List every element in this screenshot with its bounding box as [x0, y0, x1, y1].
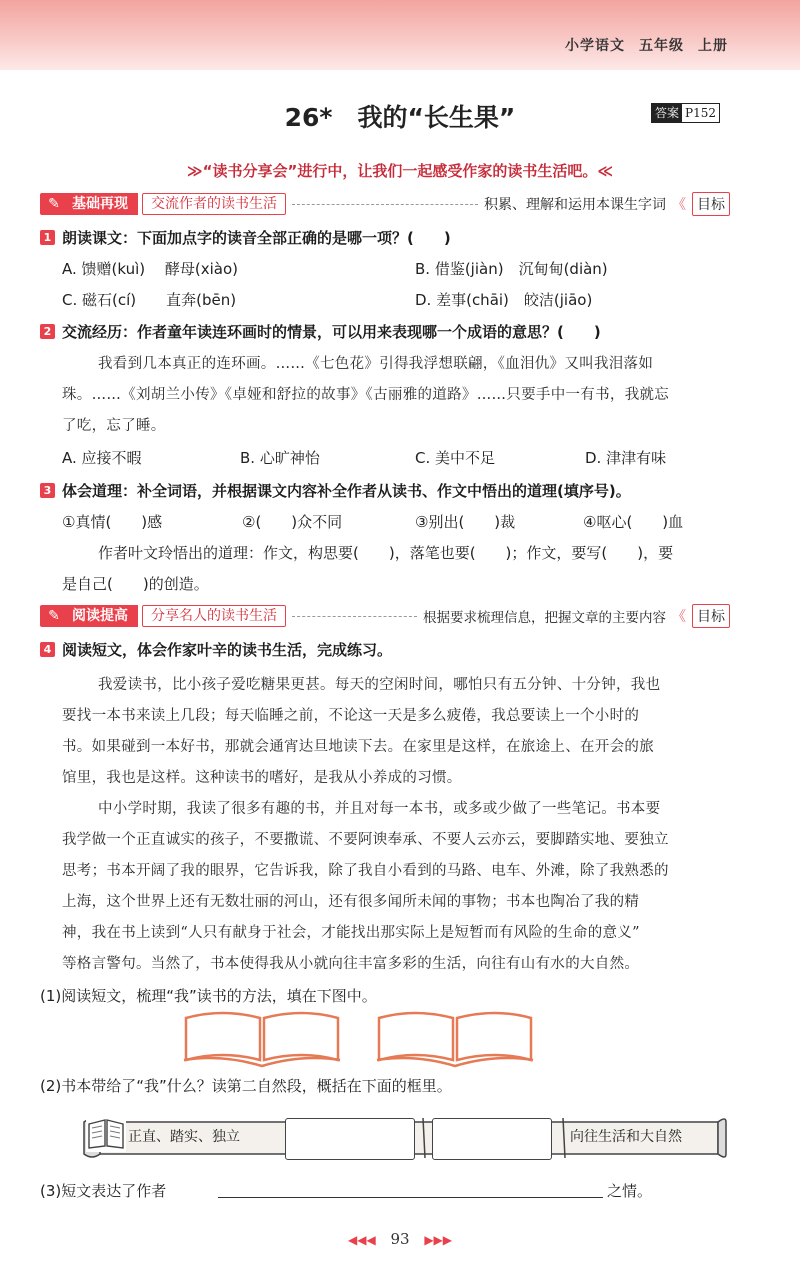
- page-number: 93: [390, 1230, 410, 1248]
- section-reading-subtitle: 分享名人的读书生活: [142, 605, 286, 627]
- q2-option-d[interactable]: D. 津津有味: [585, 449, 667, 467]
- section-reading-goal: 根据要求梳理信息，把握文章的主要内容: [423, 610, 666, 626]
- q2-passage-line: 珠。……《刘胡兰小传》《卓娅和舒拉的故事》《古丽雅的道路》……只要手中一有书，我就忘: [62, 387, 670, 403]
- section-reading: [40, 605, 730, 627]
- scroll-left-text: 正直、踏实、独立: [128, 1129, 240, 1145]
- q3-item-2[interactable]: ②( )众不同: [242, 513, 343, 531]
- q4-passage-line: 中小学时期，我读了很多有趣的书，并且对每一本书，或多或少做了一些笔记。书本要: [98, 801, 661, 817]
- question-number: 4: [40, 642, 55, 657]
- q4-sub1-text: (1)阅读短文，梳理“我”读书的方法，填在下图中。: [40, 987, 377, 1005]
- q1-option-a[interactable]: A. 馈赠(kuì) 酵母(xiào): [62, 260, 239, 278]
- q3-principle-line: 作者叶文玲悟出的道理：作文，构思要( )，落笔也要( )；作文，要写( )，要: [98, 544, 674, 562]
- q4-sub3-suffix: 之情。: [607, 1182, 653, 1200]
- section-basic-title: 基础再现: [68, 193, 138, 215]
- q4-passage-line: 要找一本书来读上几段；每天临睡之前，不论这一天是多么疲倦，我总要读上一个小时的: [62, 708, 640, 724]
- q4-passage-line: 上海，这个世界上还有无数壮丽的河山，还有很多闻所未闻的事物；书本也陶冶了我的精: [62, 894, 640, 910]
- arrow-icon: 《: [672, 609, 686, 625]
- answer-label: 答案: [652, 104, 682, 122]
- q3-item-1[interactable]: ①真情( )感: [62, 513, 163, 531]
- q1-option-c[interactable]: C. 磁石(cí) 直奔(bēn): [62, 291, 237, 309]
- q3-item-4[interactable]: ④呕心( )血: [583, 513, 684, 531]
- q3-principle-line: 是自己( )的创造。: [62, 575, 209, 593]
- book-icon: ✎: [40, 193, 68, 215]
- header-volume: 上册: [698, 38, 728, 54]
- question-3-text: 体会道理：补全词语，并根据课文内容补全作者从读书、作文中悟出的道理(填序号)。: [62, 482, 631, 500]
- q4-passage-line: 思考；书本开阔了我的眼界，它告诉我，除了我自小看到的马路、电车、外滩，除了我熟悉的: [62, 863, 669, 879]
- question-2-text: 交流经历：作者童年读连环画时的情景，可以用来表现哪一个成语的意思？( ): [62, 323, 601, 341]
- answer-line[interactable]: [218, 1197, 603, 1198]
- page-footer: [0, 1230, 800, 1248]
- q4-sub2-text: (2)书本带给了“我”什么？读第二自然段，概括在下面的框里。: [40, 1077, 452, 1095]
- scroll-right-text: 向往生活和大自然: [570, 1129, 682, 1145]
- q4-passage-line: 等格言警句。当然了，书本使得我从小就向往丰富多彩的生活，向往有山有水的大自然。: [62, 956, 640, 972]
- goal-tag: 目标: [692, 604, 730, 628]
- question-number: 1: [40, 230, 55, 245]
- intro-banner: ≫“读书分享会”进行中，让我们一起感受作家的读书生活吧。≪: [186, 162, 614, 180]
- header-info: [551, 35, 728, 55]
- header-subject: 小学语文: [565, 38, 625, 54]
- goal-tag: 目标: [692, 192, 730, 216]
- header-grade: 五年级: [639, 38, 684, 54]
- q4-passage-line: 书。如果碰到一本好书，那就会通宵达旦地读下去。在家里是这样，在旅途上、在开会的旅: [62, 739, 654, 755]
- answer-page: P152: [685, 106, 716, 120]
- prev-arrows-icon: ◀◀◀: [347, 1233, 376, 1247]
- question-4-text: 阅读短文，体会作家叶辛的读书生活，完成练习。: [62, 641, 393, 659]
- divider: [292, 616, 417, 617]
- section-basic-goal: 积累、理解和运用本课生字词: [484, 197, 666, 213]
- q1-option-d[interactable]: D. 差事(chāi) 皎洁(jiāo): [415, 291, 593, 309]
- book-blank-2[interactable]: [375, 1010, 535, 1068]
- q3-item-3[interactable]: ③别出( )裁: [415, 513, 516, 531]
- q1-option-b[interactable]: B. 借鉴(jiàn) 沉甸甸(diàn): [415, 260, 608, 278]
- q4-sub3-prefix: (3)短文表达了作者: [40, 1182, 167, 1200]
- q2-passage-line: 我看到几本真正的连环画。……《七色花》引得我浮想联翩，《血泪仇》又叫我泪落如: [98, 356, 654, 372]
- q2-option-c[interactable]: C. 美中不足: [415, 449, 496, 467]
- answer-box-2[interactable]: [432, 1118, 552, 1160]
- q4-passage-line: 我爱读书，比小孩子爱吃糖果更甚。每天的空闲时间，哪怕只有五分钟、十分钟，我也: [98, 677, 661, 693]
- section-reading-title: 阅读提高: [68, 605, 138, 627]
- divider: [292, 204, 478, 205]
- answer-reference: [651, 103, 720, 123]
- question-number: 3: [40, 483, 55, 498]
- book-icon: ✎: [40, 605, 68, 627]
- section-basic-subtitle: 交流作者的读书生活: [142, 193, 286, 215]
- question-1-text: 朗读课文：下面加点字的读音全部正确的是哪一项？( ): [62, 229, 451, 247]
- q2-option-b[interactable]: B. 心旷神怡: [240, 449, 320, 467]
- q4-passage-line: 我学做一个正直诚实的孩子，不要撒谎、不要阿谀奉承、不要人云亦云，要脚踏实地、要独立: [62, 832, 669, 848]
- question-number: 2: [40, 324, 55, 339]
- book-icon: [86, 1114, 126, 1152]
- q4-passage-line: 馆里，我也是这样。这种读书的嗜好，是我从小养成的习惯。: [62, 770, 462, 786]
- answer-box-1[interactable]: [285, 1118, 415, 1160]
- book-blank-1[interactable]: [182, 1010, 342, 1068]
- section-basic: [40, 193, 730, 215]
- arrow-icon: 《: [672, 197, 686, 213]
- page-title: 26* 我的“长生果”: [284, 103, 516, 132]
- q4-passage-line: 神，我在书上读到“人只有献身于社会，才能找出那实际上是短暂而有风险的生命的意义”: [62, 925, 640, 941]
- next-arrows-icon: ▶▶▶: [424, 1233, 453, 1247]
- q2-option-a[interactable]: A. 应接不暇: [62, 449, 142, 467]
- q2-passage-line: 了吃，忘了睡。: [62, 418, 166, 434]
